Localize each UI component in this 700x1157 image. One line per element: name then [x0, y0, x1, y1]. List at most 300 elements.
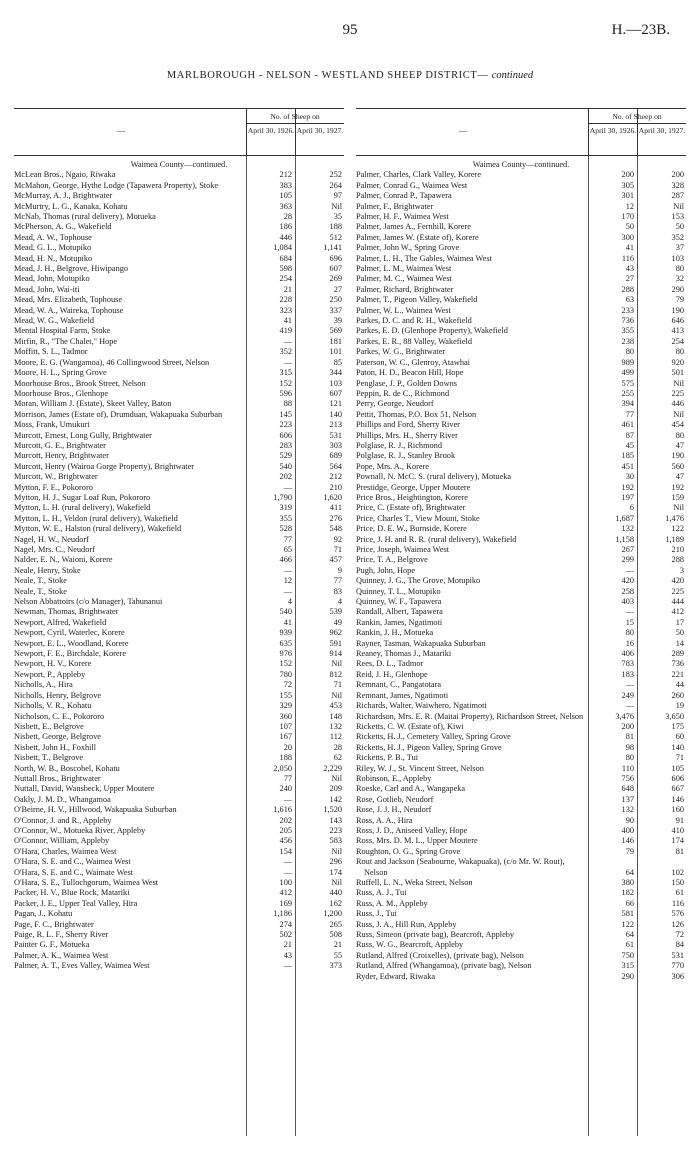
owner-name: Neale, T., Stoke [14, 586, 67, 596]
sheep-1926: 1,186 [273, 909, 292, 919]
title-main: MARLBOROUGH - NELSON - WESTLAND SHEEP DISTRICT [166, 70, 478, 81]
sheep-1926: 80 [625, 753, 634, 763]
sheep-1927: 47 [675, 472, 684, 482]
sheep-1927: 1,189 [665, 534, 684, 544]
sheep-1926: 100 [279, 878, 292, 888]
sheep-1927: 1,476 [665, 513, 684, 523]
sheep-1927: 37 [675, 243, 684, 253]
sheep-1926: 137 [621, 794, 634, 804]
table-row [14, 233, 344, 243]
owner-name: Rankin, James, Ngatimoti [356, 617, 443, 627]
sheep-1926: 352 [279, 347, 292, 357]
sheep-1926: 451 [621, 461, 634, 471]
sheep-1927: 212 [329, 472, 342, 482]
sheep-1927: 548 [329, 524, 342, 534]
sheep-1927: 27 [333, 284, 342, 294]
owner-name: Palmer, L. H., The Gables, Waimea West [356, 253, 492, 263]
sheep-1927: 101 [329, 347, 342, 357]
owner-name: Ruffell, L. N., Weka Street, Nelson [356, 878, 473, 888]
owner-name: Palmer, A. K., Waimea West [14, 950, 109, 960]
table-row [14, 587, 344, 597]
table-row [356, 940, 686, 950]
table-row [356, 888, 686, 898]
sheep-1927: 337 [329, 305, 342, 315]
owner-name: Rout and Jackson (Seabourne, Wakapuaka), (c/o Mr. W. Rout), Nelson [356, 857, 565, 877]
owner-name: Penglase, J. P., Golden Downs [356, 378, 457, 388]
sheep-1927: 112 [329, 732, 342, 742]
table-row [356, 535, 686, 545]
sheep-1927: 146 [671, 794, 684, 804]
sheep-1927: 32 [675, 274, 684, 284]
table-body [356, 156, 686, 982]
sheep-1926: 202 [279, 472, 292, 482]
table-row [14, 847, 344, 857]
table-row [356, 545, 686, 555]
sheep-1926: 420 [621, 576, 634, 586]
table-row [14, 764, 344, 774]
sheep-1927: 190 [671, 305, 684, 315]
owner-name: McMahon, George, Hythe Lodge (Tapawera Property), Stoke [14, 180, 219, 190]
table-row [356, 212, 686, 222]
sheep-1926: 406 [621, 649, 634, 659]
sheep-1926: 989 [621, 357, 634, 367]
sheep-1926: 1,687 [615, 513, 634, 523]
sheep-1927: 667 [671, 784, 684, 794]
table-row [14, 368, 344, 378]
sheep-1927: 209 [329, 784, 342, 794]
table-row [356, 202, 686, 212]
table-row [356, 493, 686, 503]
sheep-1926: 167 [279, 732, 292, 742]
table-row [356, 399, 686, 409]
sheep-1926: 41 [283, 316, 292, 326]
sheep-1927: 79 [675, 295, 684, 305]
table-row [356, 316, 686, 326]
owner-name: Nagel, H. W., Neudorf [14, 534, 89, 544]
table-row [356, 795, 686, 805]
sheep-1926: 3,476 [615, 711, 634, 721]
sheep-1927: 264 [329, 180, 342, 190]
sheep-1927: 103 [329, 378, 342, 388]
table-row [14, 732, 344, 742]
table-row [356, 566, 686, 576]
owner-name: Murcott, Ernest, Long Gully, Brightwater [14, 430, 152, 440]
sheep-1926: 254 [279, 274, 292, 284]
table-row [356, 628, 686, 638]
owner-name: Palmer, T., Pigeon Valley, Wakefield [356, 295, 478, 305]
owner-name: Palmer, Charles, Clark Valley, Korere [356, 170, 482, 180]
sheep-1926: 15 [625, 617, 634, 627]
owner-name: Riley, W. J., St. Vincent Street, Nelson [356, 763, 484, 773]
owner-name: O'Hara, Charles, Waimea West [14, 846, 117, 856]
sheep-1926: 299 [621, 555, 634, 565]
sheep-1926: 12 [625, 201, 634, 211]
owner-name: Paige, R. L. F., Sherry River [14, 930, 109, 940]
owner-name: Quinney, W. F., Tapawera [356, 597, 442, 607]
sheep-1926: 684 [279, 253, 292, 263]
sheep-1927: 122 [671, 524, 684, 534]
page-number: 95 [342, 22, 358, 38]
sheep-1926: 240 [279, 784, 292, 794]
sheep-1927: 512 [329, 232, 342, 242]
sheep-1927: 19 [675, 701, 684, 711]
owner-name: Mead, John, Motupiko [14, 274, 90, 284]
owner-name: Ricketts, H. J., Cemetery Valley, Spring Grove [356, 732, 511, 742]
sheep-1926: 12 [283, 576, 292, 586]
sheep-1926: — [625, 607, 634, 617]
left-column-table [14, 108, 344, 1148]
owner-name: Palmer, John W., Spring Grove [356, 243, 460, 253]
sheep-1926: 41 [625, 243, 634, 253]
table-row [356, 181, 686, 191]
table-row [14, 347, 344, 357]
owner-name: Moore, E. G. (Wangamoa), 46 Collingwood Street, Nelson [14, 357, 210, 367]
owner-name: Ross, A. A., Hira [356, 815, 413, 825]
sheep-1927: 444 [671, 597, 684, 607]
sheep-1926: 394 [621, 399, 634, 409]
table-row [14, 493, 344, 503]
owner-name: Russ, J., Tui [356, 909, 397, 919]
table-row [14, 618, 344, 628]
sheep-1927: 50 [675, 222, 684, 232]
sheep-1927: 39 [333, 316, 342, 326]
sheep-1926: 1,158 [615, 534, 634, 544]
sheep-1926: 606 [279, 430, 292, 440]
sheep-1927: 105 [671, 763, 684, 773]
sheep-1927: 175 [671, 721, 684, 731]
table-header [14, 108, 344, 156]
sheep-1926: 212 [279, 170, 292, 180]
sheep-1926: 750 [621, 950, 634, 960]
sheep-1926: 50 [625, 222, 634, 232]
table-row [356, 670, 686, 680]
sheep-1927: 252 [329, 170, 342, 180]
sheep-1926: 79 [625, 846, 634, 856]
sheep-1927: 225 [671, 388, 684, 398]
table-row [356, 389, 686, 399]
table-row [356, 909, 686, 919]
owner-name: Mental Hospital Farm, Stoke [14, 326, 111, 336]
page-title: MARLBOROUGH - NELSON - WESTLAND SHEEP DISTRICT— continued [166, 70, 534, 81]
table-row [14, 951, 344, 961]
table-row [356, 462, 686, 472]
sheep-1926: 238 [621, 336, 634, 346]
sheep-1927: 508 [329, 930, 342, 940]
sheep-1926: — [283, 357, 292, 367]
table-row [14, 524, 344, 534]
table-row [356, 774, 686, 784]
sheep-1927: Nil [673, 201, 684, 211]
table-row [14, 722, 344, 732]
sheep-1926: 110 [621, 763, 634, 773]
owner-name: Price Bros., Heightington, Korere [356, 492, 468, 502]
table-row [356, 680, 686, 690]
owner-name: Oakly, J. M. D., Whangamoa [14, 794, 111, 804]
owner-name: Ricketts, P. B., Tui [356, 753, 419, 763]
sheep-1927: 80 [675, 347, 684, 357]
sheep-1927: 453 [329, 701, 342, 711]
owner-name: Russ, Simeon (private bag), Bearcroft, Appleby [356, 930, 515, 940]
sheep-1926: — [625, 701, 634, 711]
sheep-1927: 457 [329, 555, 342, 565]
sheep-1926: 540 [279, 607, 292, 617]
sheep-1927: 71 [333, 545, 342, 555]
sheep-1927: 121 [329, 399, 342, 409]
table-row [14, 222, 344, 232]
sheep-1927: 126 [671, 919, 684, 929]
owner-name: Packer, H. V., Blue Rock, Matariki [14, 888, 130, 898]
owner-name: Price, Charles T., View Mount, Stoke [356, 513, 480, 523]
sheep-1927: 55 [333, 950, 342, 960]
sheep-1927: 591 [329, 638, 342, 648]
sheep-1926: 132 [621, 524, 634, 534]
sheep-1926: — [283, 336, 292, 346]
owner-name: Prestidge, George, Upper Moutere [356, 482, 471, 492]
sheep-1927: 920 [671, 357, 684, 367]
table-row [356, 410, 686, 420]
table-row [356, 379, 686, 389]
owner-name: Murcott, Henry (Wairoa Gorge Property), Brightwater [14, 461, 195, 471]
owner-name: Palmer, Conrad P., Tapawera [356, 191, 452, 201]
sheep-1926: 185 [621, 451, 634, 461]
sheep-1926: 205 [279, 825, 292, 835]
sheep-1926: 200 [621, 721, 634, 731]
sheep-1926: 72 [283, 680, 292, 690]
owner-name: Price, Joseph, Waimea West [356, 545, 450, 555]
sheep-1927: 21 [333, 940, 342, 950]
table-row [14, 784, 344, 794]
sheep-1927: 1,200 [323, 909, 342, 919]
table-row [356, 191, 686, 201]
sheep-1927: 153 [671, 212, 684, 222]
sheep-1926: 255 [621, 388, 634, 398]
owner-name: Parkes, W. G., Brightwater [356, 347, 446, 357]
sheep-1926: 939 [279, 628, 292, 638]
sheep-1927: 276 [329, 513, 342, 523]
sheep-1927: 71 [333, 680, 342, 690]
sheep-1927: 962 [329, 628, 342, 638]
table-row [14, 836, 344, 846]
owner-name: O'Hara, S. E., Tullochgorum, Waimea West [14, 878, 159, 888]
sheep-1927: 213 [329, 420, 342, 430]
owner-name: Mead, G. L., Motupiko [14, 243, 92, 253]
owner-name: Polglase, R. J., Richmond [356, 440, 442, 450]
owner-name: Page, F. C., Brightwater [14, 919, 94, 929]
sheep-1927: 352 [671, 232, 684, 242]
sheep-1927: 454 [671, 420, 684, 430]
sheep-1926: 400 [621, 825, 634, 835]
owner-name: Nisbett, T., Belgrove [14, 753, 84, 763]
sheep-1927: 200 [671, 170, 684, 180]
table-row [356, 618, 686, 628]
table-row [356, 243, 686, 253]
sheep-1926: 41 [283, 617, 292, 627]
table-row [14, 597, 344, 607]
owner-name: Parkes, D. C. and R. H., Wakefield [356, 316, 472, 326]
sheep-1926: 4 [287, 597, 292, 607]
sheep-1926: 300 [621, 232, 634, 242]
table-row [14, 358, 344, 368]
table-row [356, 597, 686, 607]
sheep-1927: 607 [329, 264, 342, 274]
sheep-1926: 249 [621, 690, 634, 700]
owner-name: Roughton, O. G., Spring Grove [356, 846, 461, 856]
sheep-1927: 92 [333, 534, 342, 544]
sheep-1927: 28 [333, 742, 342, 752]
table-row [356, 555, 686, 565]
table-row [356, 431, 686, 441]
sheep-1927: 583 [329, 836, 342, 846]
table-row [14, 243, 344, 253]
sheep-1927: 80 [675, 430, 684, 440]
sheep-1926: 61 [625, 940, 634, 950]
sheep-1927: 914 [329, 649, 342, 659]
sheep-1926: 197 [621, 492, 634, 502]
table-row [356, 326, 686, 336]
sheep-1927: 188 [329, 222, 342, 232]
sheep-1927: 411 [329, 503, 342, 513]
county-subheading: Waimea County—continued. [130, 160, 228, 169]
sheep-1926: — [283, 482, 292, 492]
sheep-1926: 355 [621, 326, 634, 336]
owner-name: Russ, A. M., Appleby [356, 898, 428, 908]
sheep-1926: 188 [279, 753, 292, 763]
table-row [14, 254, 344, 264]
owner-name: Moran, William J. (Estate), Skeet Valley, Baton [14, 399, 172, 409]
table-row [14, 441, 344, 451]
sheep-1927: Nil [331, 690, 342, 700]
owner-name: Newport, Alfred, Wakefield [14, 617, 107, 627]
sheep-1927: 190 [671, 451, 684, 461]
sheep-1927: 35 [333, 212, 342, 222]
table-row [14, 930, 344, 940]
owner-name: Ross, Mrs. D. M. L., Upper Moutere [356, 836, 478, 846]
table-row [14, 868, 344, 878]
owner-name: Nuttall, David, Wansbeck, Upper Moutere [14, 784, 155, 794]
sheep-1926: 363 [279, 201, 292, 211]
owner-name: Nisbett, George, Belgrove [14, 732, 101, 742]
sheep-1927: 148 [329, 711, 342, 721]
sheep-1927: 306 [671, 971, 684, 981]
sheep-1926: 315 [621, 961, 634, 971]
sheep-1927: 103 [671, 253, 684, 263]
owner-name: Peppin, R. de C., Richmond [356, 388, 450, 398]
owner-name: Newport, H. V., Korere [14, 659, 92, 669]
owner-name: Rutland, Alfred (Croixelles), (private bag), Nelson [356, 950, 524, 960]
owner-name: Mead, Mrs. Elizabeth, Tophouse [14, 295, 123, 305]
owner-name: Nisbett, E., Belgrove [14, 721, 84, 731]
sheep-1926: 233 [621, 305, 634, 315]
owner-name: Rayner, Tasman, Wakapuaka Suburban [356, 638, 486, 648]
sheep-1926: 43 [625, 264, 634, 274]
owner-name: Russ, J. A., Hill Run, Appleby [356, 919, 457, 929]
table-row [14, 264, 344, 274]
owner-name: O'Hara, S. E. and C., Waimate West [14, 867, 133, 877]
sheep-1926: 323 [279, 305, 292, 315]
sheep-1927: 1,141 [323, 243, 342, 253]
sheep-1927: 102 [671, 867, 684, 877]
sheep-1927: 607 [329, 388, 342, 398]
sheep-1927: 260 [671, 690, 684, 700]
table-row [14, 712, 344, 722]
sheep-1927: 287 [671, 191, 684, 201]
sheep-1926: 77 [283, 773, 292, 783]
owner-name: Palmer, A. T., Eves Valley, Waimea West [14, 961, 150, 971]
sheep-1926: 80 [625, 628, 634, 638]
sheep-1926: 43 [283, 950, 292, 960]
sheep-1927: 290 [671, 284, 684, 294]
sheep-1926: 45 [625, 440, 634, 450]
sheep-1926: 355 [279, 513, 292, 523]
sheep-1926: 502 [279, 930, 292, 940]
page-header [0, 22, 700, 44]
sheep-1926: 305 [621, 180, 634, 190]
table-row [14, 961, 344, 971]
sheep-1927: 174 [671, 836, 684, 846]
sheep-1926: 186 [279, 222, 292, 232]
owner-name: Price, C. (Estate of), Brightwater [356, 503, 466, 513]
table-row [14, 701, 344, 711]
table-row [356, 441, 686, 451]
table-row [356, 753, 686, 763]
sheep-1926: 783 [621, 659, 634, 669]
table-row [14, 940, 344, 950]
sheep-1927: 413 [671, 326, 684, 336]
table-row [14, 774, 344, 784]
sheep-1926: 635 [279, 638, 292, 648]
table-row [14, 555, 344, 565]
sheep-1927: 689 [329, 451, 342, 461]
table-row [356, 784, 686, 794]
sheep-1926: 65 [283, 545, 292, 555]
sheep-1927: 142 [329, 794, 342, 804]
sheep-1927: 132 [329, 721, 342, 731]
table-row [356, 587, 686, 597]
owner-name: McMurtry, L. G., Kanaka, Kohatu [14, 201, 128, 211]
owner-name: McMurray, A. J., Brightwater [14, 191, 113, 201]
sheep-1926: 80 [625, 347, 634, 357]
table-row [356, 878, 686, 888]
owner-name: Palmer, M. C., Waimea West [356, 274, 452, 284]
sheep-1926: 258 [621, 586, 634, 596]
sheep-1927: 192 [671, 482, 684, 492]
sheep-1926: 107 [279, 721, 292, 731]
sheep-1927: 1,620 [323, 492, 342, 502]
table-row [14, 566, 344, 576]
table-row [356, 712, 686, 722]
sheep-1927: 91 [675, 815, 684, 825]
owner-name: Ricketts, H. J., Pigeon Valley, Spring Grove [356, 742, 502, 752]
sheep-count-header: No. of Sheep on [612, 112, 662, 121]
sheep-1927: Nil [331, 846, 342, 856]
table-row [356, 920, 686, 930]
owner-name: Packer, J. E., Upper Teal Valley, Hira [14, 898, 138, 908]
owner-name: Palmer, L. M., Waimea West [356, 264, 452, 274]
table-row [356, 170, 686, 180]
sheep-1927: 501 [671, 368, 684, 378]
sheep-1926: 223 [279, 420, 292, 430]
sheep-1926: 77 [625, 409, 634, 419]
sheep-1926: 202 [279, 815, 292, 825]
sheep-1927: 116 [671, 898, 684, 908]
owner-name: Newport, F. E., Birchdale, Korere [14, 649, 126, 659]
sheep-1926: 192 [621, 482, 634, 492]
owner-name: Quinney, J. G., The Grove, Motupiko [356, 576, 481, 586]
owner-name: Nicholls, Henry, Belgrove [14, 690, 102, 700]
owner-name: Russ, A. J., Tui [356, 888, 407, 898]
table-row [356, 233, 686, 243]
table-row [356, 576, 686, 586]
